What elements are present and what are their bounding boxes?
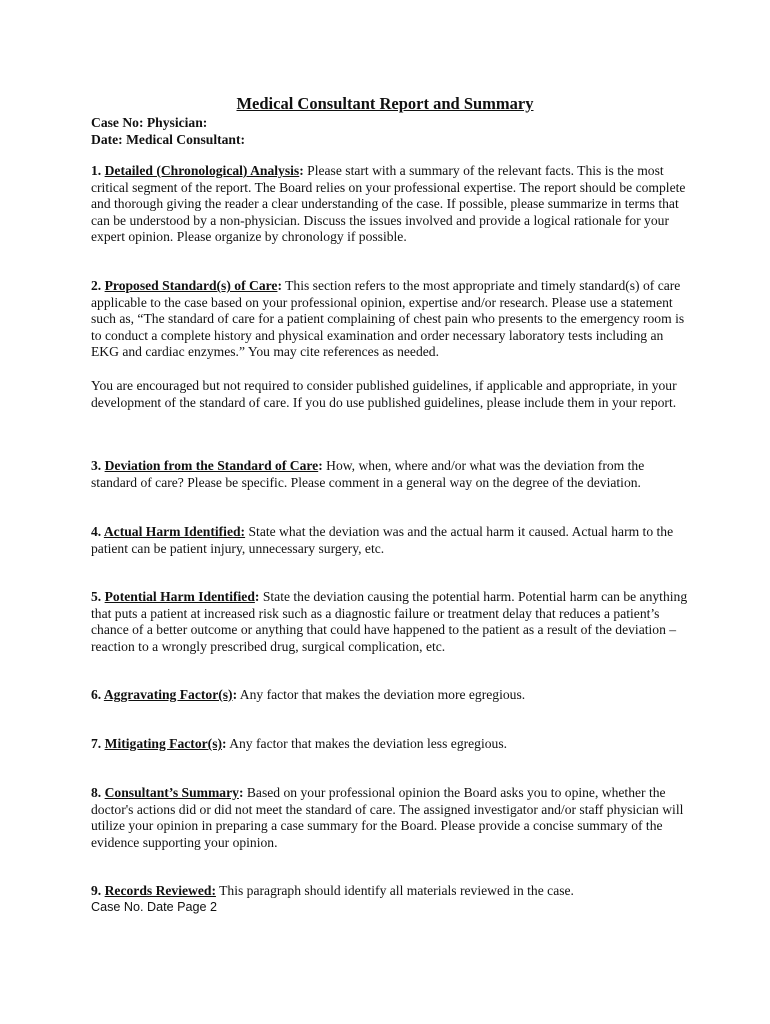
section-heading-colon: : [238,785,244,800]
section-heading [91,524,245,539]
section-8 [91,785,691,851]
section-heading-colon: : [299,163,304,178]
section-3 [91,458,691,491]
section-body: State what the deviation was and the actual harm it caused. Actual harm to the patient can be patient injury, unnecessary surgery, etc. [91,524,674,556]
section-body: Any factor that makes the deviation more egregious. [237,687,526,702]
section-9 [91,883,691,900]
section-heading [91,687,237,702]
section-number: 7. [91,736,102,751]
section-heading-text: Aggravating Factor(s) [103,687,233,702]
section-extra-paragraph: You are encouraged but not required to consider published guidelines, if applicable and appropriate, in your development of the standard of care. If you do use published guidelines, please include them in your report. [91,377,677,410]
section-body: Please start with a summary of the relevant facts. This is the most critical segment of the report. The Board relies on your professional expertise. The report should be complete and thorough giving the reader a clear understanding of the case. If possible, please summarize in terms that can be understood by a non-physician. Discuss the issues involved and provide a logical rationale for your expert opinion. Please organize by chronology if possible. [91,163,686,245]
section-paragraph [91,883,691,900]
section-paragraph [91,736,691,753]
section-heading-colon: : [254,589,260,604]
section-body: This paragraph should identify all materials reviewed in the case. [215,883,574,898]
section-heading-text: Proposed Standard(s) of Care [104,278,278,293]
page-footer: Case No. Date Page 2 [91,900,218,914]
section-number: 4. [91,524,102,539]
section-number: 9. [91,883,102,898]
section-4 [91,524,691,557]
section-heading [91,883,216,898]
section-heading-colon: : [318,458,323,473]
section-paragraph [91,524,691,557]
section-2 [91,278,691,411]
section-heading-text: Potential Harm Identified [104,589,255,604]
section-number: 2. [91,278,102,293]
section-heading [91,278,282,293]
section-paragraph [91,785,691,851]
section-heading-text: Detailed (Chronological) Analysis [104,163,300,178]
section-number: 8. [91,785,102,800]
section-heading [91,458,323,473]
document-title: Medical Consultant Report and Summary [236,94,534,113]
section-heading [91,736,227,751]
section-body: Any factor that makes the deviation less egregious. [226,736,508,751]
section-body: Based on your professional opinion the Board asks you to opine, whether the doctor's actions did or did not meet the standard of care. The assigned investigator and/or staff physician will utilize your opinion in preparing a case summary for the Board. Please provide a concise summary of the evidence supporting your opinion. [91,785,684,850]
section-heading-text: Deviation from the Standard of Care [104,458,319,473]
section-paragraph [91,687,691,704]
section-heading [91,785,243,800]
case-no-physician-line: Case No: Physician: [91,115,208,130]
date-consultant-line: Date: Medical Consultant: [91,132,246,147]
section-number: 5. [91,589,102,604]
section-1 [91,163,691,246]
section-heading [91,589,259,604]
section-body: How, when, where and/or what was the deviation from the standard of care? Please be specific. Please comment in a general way on the degree of the deviation. [91,458,645,490]
section-body: This section refers to the most appropriate and timely standard(s) of care applicable to the case based on your professional opinion, expertise and/or research. Please use a statement such as, “The standard of care for a patient complaining of chest pain who presents to the emergency room is to conduct a complete history and physical examination and order necessary laboratory tests including an EKG and cardiac enzymes.” You may cite references as needed. [91,278,685,360]
section-paragraph [91,163,691,246]
section-number: 1. [91,163,102,178]
section-body: State the deviation causing the potential harm. Potential harm can be anything that puts a patient at increased risk such as a diagnostic failure or treatment delay that reduces a patient’s chance of a better outcome or anything that could have happened to the patient as a result of the deviation – reaction to a wrongly prescribed drug, surgical complication, etc. [91,589,688,654]
section-heading-colon: : [277,278,282,293]
section-heading-text: Actual Harm Identified: [103,524,246,539]
section-heading-text: Records Reviewed: [104,883,216,898]
section-heading [91,163,304,178]
section-heading-text: Mitigating Factor(s) [104,736,223,751]
section-paragraph [91,589,691,655]
section-number: 6. [91,687,102,702]
section-7 [91,736,691,753]
section-5 [91,589,691,655]
section-paragraph [91,458,691,491]
section-heading-colon: : [232,687,238,702]
section-heading-colon: : [222,736,227,751]
section-heading-text: Consultant’s Summary [104,785,239,800]
section-paragraph [91,278,691,361]
section-6 [91,687,691,704]
section-number: 3. [91,458,102,473]
